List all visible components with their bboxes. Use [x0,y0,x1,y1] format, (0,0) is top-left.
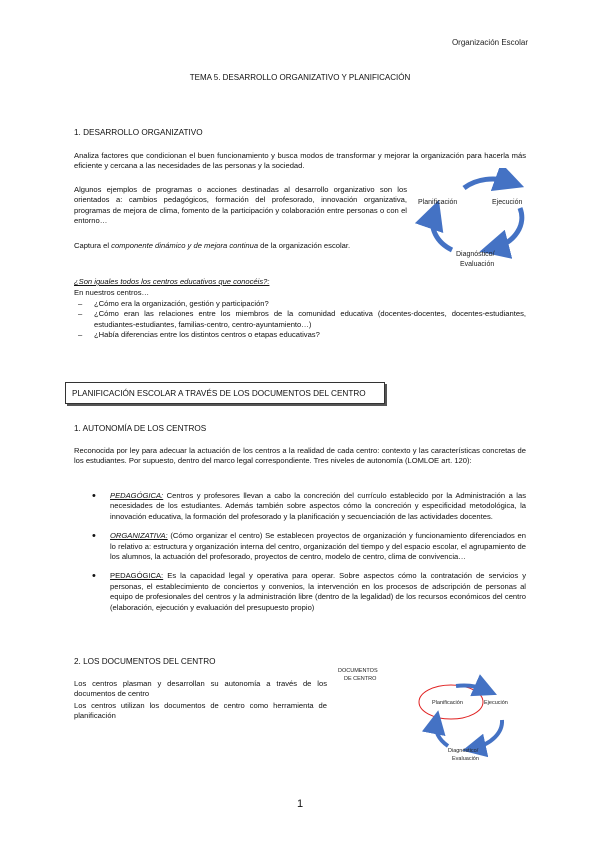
cycle1-label-exec: Ejecución [492,199,523,206]
cycle2-arrow-top [456,686,486,690]
running-header: Organización Escolar [451,38,528,47]
cycle1-label-diag: Diagnóstico/ [456,251,495,258]
cycle2-label-diag: Diagnóstico/ [448,748,479,754]
autonomy-text: Centros y profesores llevan a cabo la concreción del currículo establecido por la Administración a las necesidades de los estudiantes. Además también sobre aspectos cómo la concreción y especificidad metodológica, la innovación educativa, la formación del profesorado y la planificación y secuenciación de las actividades docentes. [110,491,526,521]
autonomy-list [92,491,526,622]
cycle1-label-eval: Evaluación [460,261,495,268]
paragraph-autonomia: Reconocida por ley para adecuar la actuación de los centros a la realidad de cada centro: contexto y las características concretas de los estudiantes. Por supuesto, dentro del marco legal correspondiente. Tres niveles de autonomía (LOMLOE art. 120): [74,446,526,466]
cycle2-arrow-right [474,720,502,748]
autonomy-label: ORGANIZATIVA: [110,531,168,541]
paragraph-documentos-2: Los centros utilizan los documentos de centro como herramienta de planificación [74,701,327,721]
paragraph-intro: Analiza factores que condicionan el buen funcionamiento y busca modos de transformar y mejorar la organización para hacerla más eficiente y cercana a las necesidades de las personas y la sociedad. [74,151,526,171]
paragraph-documentos-1: Los centros plasman y desarrollan su autonomía a través de los documentos de centro [74,679,327,699]
cycle1-arrow-right [494,208,522,248]
cycle2-arrow-left [436,722,448,746]
cycle2-label-plan: Planificación [432,700,463,706]
page-title: TEMA 5. DESARROLLO ORGANIZATIVO Y PLANIFICACIÓN [189,73,411,82]
cycle2-label-docs: DOCUMENTOS [338,668,378,674]
section-heading-documentos: 2. LOS DOCUMENTOS DEL CENTRO [74,657,216,666]
autonomy-label: PEDAGÓGICA: [110,491,164,500]
cycle1-arrow-top [464,179,510,188]
question-item: – ¿Había diferencias entre los distintos centros o etapas educativas? [74,330,526,340]
boxed-section-title: PLANIFICACIÓN ESCOLAR A TRAVÉS DE LOS DOCUMENTOS DEL CENTRO [65,382,385,404]
autonomy-item-pedagogica [92,491,526,522]
autonomy-label: PEDAGÓGICA: [110,571,164,581]
capture-text-c: de la organización escolar. [258,241,351,250]
cycle-diagram-1 [412,168,542,274]
question-item: – ¿Cómo eran las relaciones entre los miembros de la comunidad educativa (docentes-docentes, docentes-estudiantes, estudiantes-estudiantes, familias-centro, centro-ayuntamiento…) [74,309,526,330]
paragraph-capture [74,241,414,251]
capture-emphasis: componente dinámico y de mejora continua [111,241,259,250]
question-list [74,299,526,341]
cycle2-label-eval: Evaluación [452,756,479,762]
cycle-diagram-2 [334,660,514,770]
cycle2-label-exec: Ejecución [484,700,508,706]
autonomy-item-economica [92,571,526,613]
autonomy-text: (Cómo organizar el centro) Se establecen proyectos de organización y funcionamiento diferenciados en lo relativo a: estructura y organización interna del centro, organización del tiempo y del espacio escolar, el agrupamiento de los alumnos, la actuación del profesorado, proyectos de centro, modelo de centro, clima de convivencia… [110,531,526,562]
question-intro: En nuestros centros… [74,288,150,297]
section-heading-autonomia: 1. AUTONOMÍA DE LOS CENTROS [74,424,207,433]
cycle2-label-docs-2: DE CENTRO [344,676,377,682]
section-heading-desarrollo: 1. DESARROLLO ORGANIZATIVO [74,128,203,137]
paragraph-examples: Algunos ejemplos de programas o acciones destinadas al desarrollo organizativo son los orientados a: cambios pedagógicos, formación del profesorado, innovación organizativa, programas de mejora de clima, fomento de la participación y colaboración entre personas o con el entorno… [74,185,407,226]
page-number: 1 [296,798,304,810]
question-centros: ¿Son iguales todos los centros educativos que conocéis?: [74,277,270,286]
cycle1-label-plan: Planificación [418,199,458,206]
question-item: – ¿Cómo era la organización, gestión y participación? [74,299,526,309]
cycle1-arrow-left [433,214,452,250]
capture-text-a: Captura el [74,241,112,250]
autonomy-text: Es la capacidad legal y operativa para operar. Sobre aspectos cómo la contratación de servicios y personas, el establecimiento de conciertos y convenios, la intervención en los procesos de adscripción de personas al equipo de profesionales del centros y la administración libre (dentro de la legalidad) de los recursos económicos del centro (elaboración, ejecución y evaluación del presupuesto propio) [110,571,526,612]
autonomy-item-organizativa [92,531,526,562]
